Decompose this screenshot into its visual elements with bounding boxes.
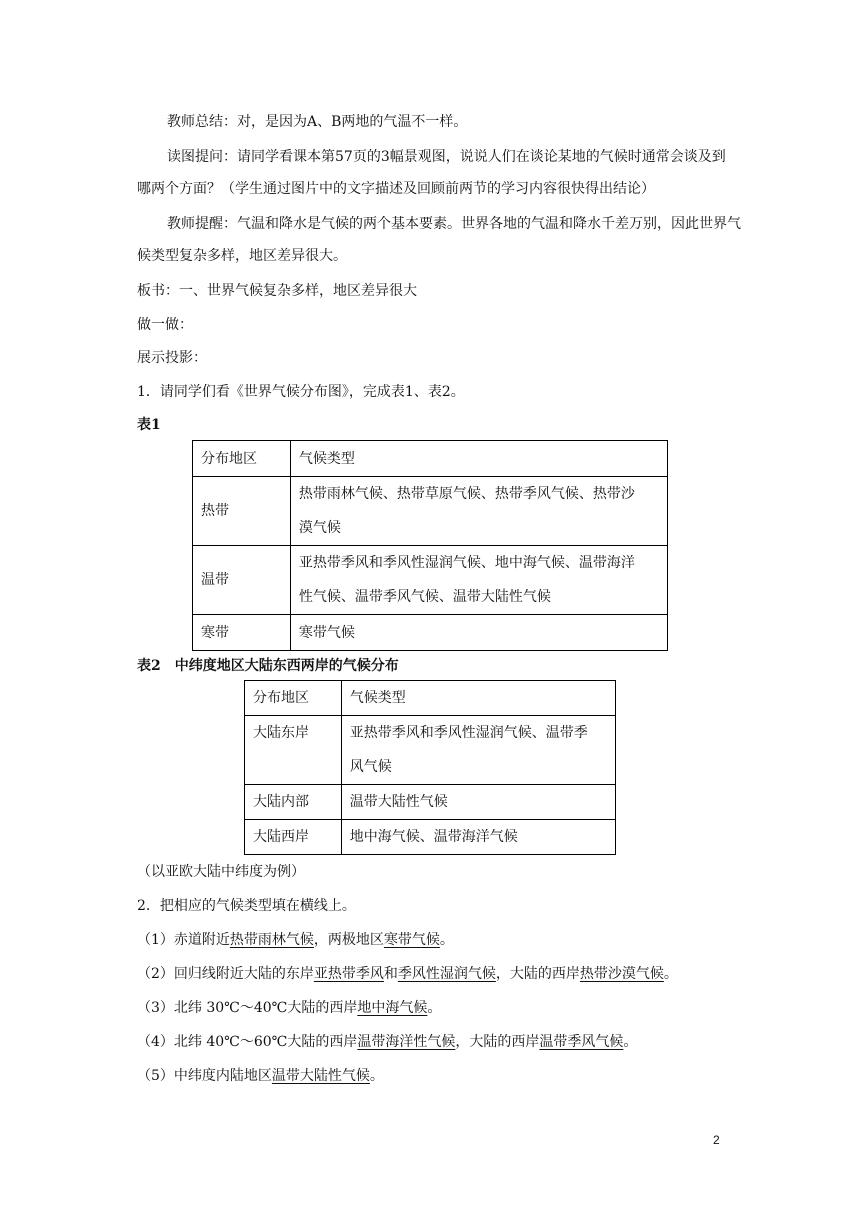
table1-caption: 表1 bbox=[137, 417, 161, 433]
exercise-item-1 bbox=[137, 930, 454, 950]
table2-header-region: 分布地区 bbox=[245, 681, 342, 716]
exercise-item-2 bbox=[137, 964, 678, 984]
table2-cell-region: 大陆西岸 bbox=[245, 820, 342, 855]
answer-blank: 寒带气候 bbox=[383, 932, 440, 948]
item-text: ，两极地区 bbox=[313, 932, 384, 948]
answer-blank: 温带海洋性气候 bbox=[357, 1034, 456, 1050]
item-text: 。 bbox=[439, 932, 454, 948]
item-text: 北纬 40℃～60℃大陆的西岸 bbox=[173, 1034, 358, 1050]
table1-cell-line: 漠气候 bbox=[298, 520, 341, 536]
table1-cell-type: 寒带气候 bbox=[290, 615, 667, 651]
answer-blank: 季风性湿润气候 bbox=[397, 966, 496, 982]
item-text: 回归线附近大陆的东岸 bbox=[173, 966, 314, 982]
table-row bbox=[193, 441, 668, 477]
answer-blank: 亚热带季风 bbox=[313, 966, 384, 982]
item-number: （4） bbox=[137, 1034, 174, 1050]
table1-cell-region: 热带 bbox=[193, 477, 291, 546]
table1-cell-type bbox=[290, 477, 667, 546]
table1-cell-line: 亚热带季风和季风性湿润气候、地中海气候、温带海洋 bbox=[298, 555, 635, 571]
table2-cell-line: 风气候 bbox=[349, 759, 392, 775]
page-number: 2 bbox=[713, 1133, 720, 1147]
table2-cell-region: 大陆内部 bbox=[245, 785, 342, 820]
paragraph-show-projection: 展示投影： bbox=[137, 350, 207, 366]
paragraph-teacher-reminder-1: 教师提醒：气温和降水是气候的两个基本要素。世界各地的气温和降水千差万别，因此世界气 bbox=[167, 216, 741, 232]
item-number: （1） bbox=[137, 932, 174, 948]
item-text: 。 bbox=[623, 1034, 638, 1050]
table1-header-region: 分布地区 bbox=[193, 441, 291, 477]
table2-cell-line: 亚热带季风和季风性湿润气候、温带季 bbox=[349, 725, 588, 741]
paragraph-do-it: 做一做： bbox=[137, 317, 193, 333]
item-text: 和 bbox=[383, 966, 398, 982]
item-text: 。 bbox=[369, 1068, 384, 1084]
item-text: 赤道附近 bbox=[173, 932, 230, 948]
table-row bbox=[245, 820, 616, 855]
table-row bbox=[193, 615, 668, 651]
paragraph-teacher-summary: 教师总结：对，是因为A、B两地的气温不一样。 bbox=[167, 114, 468, 130]
table1-cell-line: 热带雨林气候、热带草原气候、热带季风气候、热带沙 bbox=[298, 486, 635, 502]
answer-blank: 地中海气候 bbox=[357, 1000, 428, 1016]
table-row bbox=[245, 681, 616, 716]
table2-cell-type: 温带大陆性气候 bbox=[341, 785, 615, 820]
table2-cell-type: 地中海气候、温带海洋气候 bbox=[341, 820, 615, 855]
table-row bbox=[193, 477, 668, 546]
paragraph-reading-question-2: 哪两个方面？（学生通过图片中的文字描述及回顾前两节的学习内容很快得出结论） bbox=[137, 181, 655, 197]
table-row bbox=[193, 546, 668, 615]
exercise-item-4 bbox=[137, 1032, 637, 1052]
table1 bbox=[192, 440, 668, 651]
item-text: 。 bbox=[663, 966, 678, 982]
item-number: （2） bbox=[137, 966, 174, 982]
table1-cell-line: 性气候、温带季风气候、温带大陆性气候 bbox=[298, 589, 551, 605]
exercise-item-3 bbox=[137, 998, 441, 1018]
table2-cell-region: 大陆东岸 bbox=[245, 716, 342, 785]
table-row bbox=[245, 716, 616, 785]
item-text: ，大陆的西岸 bbox=[455, 1034, 540, 1050]
paragraph-reading-question-1: 读图提问：请同学看课本第57页的3幅景观图，说说人们在谈论某地的气候时通常会谈及到 bbox=[167, 149, 726, 165]
exercise-intro: 2．把相应的气候类型填在横线上。 bbox=[137, 898, 356, 914]
table2 bbox=[244, 680, 616, 855]
answer-blank: 热带雨林气候 bbox=[229, 932, 314, 948]
item-text: 北纬 30℃～40℃大陆的西岸 bbox=[173, 1000, 358, 1016]
item-number: （3） bbox=[137, 1000, 174, 1016]
answer-blank: 热带沙漠气候 bbox=[579, 966, 664, 982]
table1-cell-region: 寒带 bbox=[193, 615, 291, 651]
table2-header-type: 气候类型 bbox=[341, 681, 615, 716]
table2-caption: 表2 中纬度地区大陆东西两岸的气候分布 bbox=[137, 658, 399, 674]
table-row bbox=[245, 785, 616, 820]
table2-note: （以亚欧大陆中纬度为例） bbox=[137, 864, 305, 880]
table1-cell-region: 温带 bbox=[193, 546, 291, 615]
table1-cell-type bbox=[290, 546, 667, 615]
answer-blank: 温带季风气候 bbox=[539, 1034, 624, 1050]
exercise-item-5 bbox=[137, 1066, 384, 1086]
answer-blank: 温带大陆性气候 bbox=[271, 1068, 370, 1084]
table2-cell-type bbox=[341, 716, 615, 785]
item-number: （5） bbox=[137, 1068, 174, 1084]
paragraph-task-1: 1．请同学们看《世界气候分布图》，完成表1、表2。 bbox=[137, 384, 465, 400]
table1-header-type: 气候类型 bbox=[290, 441, 667, 477]
paragraph-board-writing: 板书：一、世界气候复杂多样，地区差异很大 bbox=[137, 283, 417, 299]
item-text: 。 bbox=[427, 1000, 442, 1016]
item-text: ，大陆的西岸 bbox=[495, 966, 580, 982]
paragraph-teacher-reminder-2: 候类型复杂多样，地区差异很大。 bbox=[137, 248, 347, 264]
item-text: 中纬度内陆地区 bbox=[173, 1068, 272, 1084]
